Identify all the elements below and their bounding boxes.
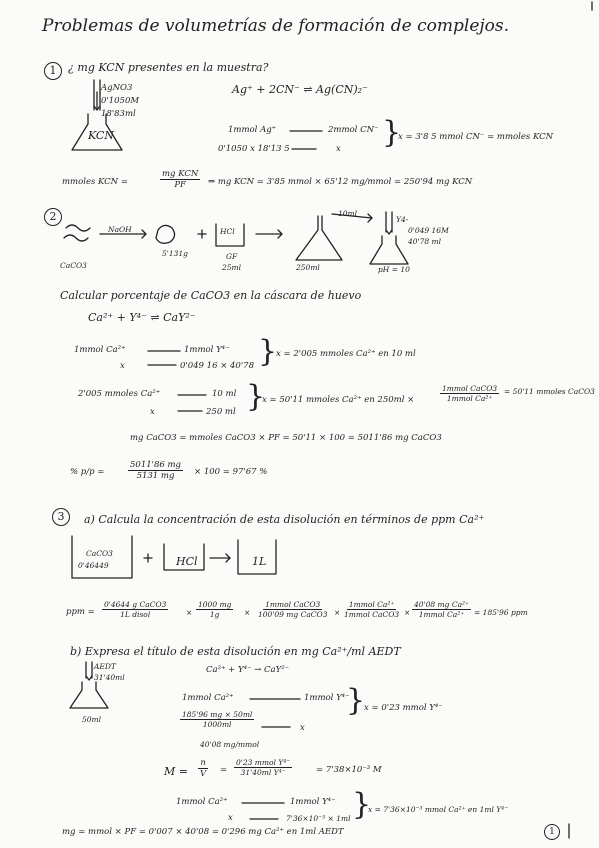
page-number: 1 xyxy=(544,824,560,840)
p2-v25: 25ml xyxy=(222,263,242,272)
p1-rule-b2: x xyxy=(336,144,341,154)
p1-rule-dashes xyxy=(288,129,328,151)
p3-f4 xyxy=(342,600,401,619)
p2-pct-rhs: × 100 = 97'67 % xyxy=(194,467,268,477)
p3-rb-a2-den: 1000ml xyxy=(202,720,232,729)
p3-f3 xyxy=(256,600,329,619)
p1-mmoles-rhs: ⇒ mg KCN = 3'85 mmol × 65'12 mg/mmol = 250'94 mg KCN xyxy=(208,177,473,187)
p2-rc2: x xyxy=(150,407,155,417)
p2-v250: 250ml xyxy=(296,263,320,272)
p3-f2-den: 1g xyxy=(209,610,220,619)
p2-rule1-brace: } xyxy=(258,334,278,369)
p3-part-b: b) Expresa el título de esta disolución en mg Ca²⁺/ml AEDT xyxy=(70,645,401,658)
p3-f2 xyxy=(196,600,233,619)
p2-conversion-fraction xyxy=(440,384,499,403)
p1-burette-volume: 18'83ml xyxy=(101,109,136,119)
problem-3-number: 3 xyxy=(52,508,70,526)
p3-times-2: × xyxy=(244,608,251,617)
p3-rb-a1: 1mmol Ca²⁺ xyxy=(182,693,234,703)
p1-burette-reagent: AgNO3 xyxy=(101,83,133,93)
p2-rd2: 250 ml xyxy=(206,407,236,417)
p2-calc-title: Calcular porcentaje de CaCO3 en la cáscara de huevo xyxy=(60,289,362,302)
p3-f1 xyxy=(102,600,168,619)
page-number-mark xyxy=(566,822,574,842)
p3-part-a: a) Calcula la concentración de esta disolución en términos de ppm Ca²⁺ xyxy=(84,513,485,526)
p2-rd1: 10 ml xyxy=(212,389,237,399)
problem-2-number: 2 xyxy=(44,208,62,226)
p2-hcl: HCl xyxy=(220,227,235,236)
p3-b-reaction: Ca²⁺ + Y⁴⁻ → CaY²⁻ xyxy=(206,665,290,675)
p3-f3-den: 100'09 mg CaCO3 xyxy=(258,610,328,619)
p1-mmoles-fraction xyxy=(160,169,200,190)
p3-f5-den: 1mmol Ca²⁺ xyxy=(418,610,465,619)
page-title: Problemas de volumetrías de formación de complejos. xyxy=(42,16,510,36)
p1-mm-num: mg KCN xyxy=(162,169,199,179)
p3-M-frac2 xyxy=(234,758,292,777)
p3-last-a1: 1mmol Ca²⁺ xyxy=(176,797,228,807)
p3-last-brace: } xyxy=(352,787,372,822)
p3-M-d2: 31'40ml Y⁴⁻ xyxy=(240,768,286,777)
p2-conv-den: 1mmol Ca²⁺ xyxy=(446,394,493,403)
p2-conv-num: 1mmol CaCO3 xyxy=(442,384,498,393)
p2-rule2-dashes xyxy=(176,393,212,413)
p3-rb-brace: } xyxy=(346,683,366,718)
p2-pct-lhs: % p/p = xyxy=(70,467,105,477)
p3-M-frac1 xyxy=(198,758,208,779)
p3-last-a2: x xyxy=(228,813,233,823)
p1-result: x = 3'8 5 mmol CN⁻ = mmoles KCN xyxy=(398,132,554,142)
p1-question: ¿ mg KCN presentes en la muestra? xyxy=(68,61,269,74)
p3-rb-result: x = 0'23 mmol Y⁴⁻ xyxy=(364,703,443,713)
p2-mass: 5'131g xyxy=(162,249,188,258)
p2-ra1: 1mmol Ca²⁺ xyxy=(74,345,126,355)
p3-final: mg = mmol × PF = 0'007 × 40'08 = 0'296 mg Ca²⁺ en 1ml AEDT xyxy=(62,827,344,837)
p3-times-1: × xyxy=(186,608,193,617)
p2-gf: GF xyxy=(226,252,238,261)
p3-last-dashes xyxy=(240,801,290,821)
problem-1-number: 1 xyxy=(44,62,62,80)
p3-M-result: = 7'38×10⁻³ M xyxy=(316,765,382,775)
p3-times-3: × xyxy=(334,608,341,617)
p2-ph: pH = 10 xyxy=(378,265,410,274)
p2-y4-vol: 40'78 ml xyxy=(408,237,442,246)
p3-last-b1: 1mmol Y⁴⁻ xyxy=(290,797,336,807)
p3-M-lhs: M = xyxy=(164,765,188,778)
p3-rb-a2-num: 185'96 mg × 50ml xyxy=(182,710,253,719)
p3-M-eq: = xyxy=(220,765,228,775)
p1-flask-label: KCN xyxy=(88,129,114,142)
p3-last-result: x = 7'36×10⁻³ mmol Ca²⁺ en 1ml Y⁴⁻ xyxy=(368,805,509,814)
p3-rb-b2: x xyxy=(300,723,305,733)
p3-rb-a2-molarmass: 40'08 mg/mmol xyxy=(200,740,260,749)
p2-y4-conc: 0'049 16M xyxy=(408,226,449,235)
p2-pct-fraction xyxy=(128,460,183,481)
p1-rule-brace: } xyxy=(382,115,402,150)
p3-box1-b: 0'46449 xyxy=(78,561,109,570)
p3-rb-b1: 1mmol Y⁴⁻ xyxy=(304,693,350,703)
p3-M-n2: 0'23 mmol Y⁴⁻ xyxy=(236,758,291,767)
p3-f3-num: 1mmol CaCO3 xyxy=(265,600,321,609)
p3-aedt-volume: 31'40ml xyxy=(94,673,125,682)
p1-mm-den: PF xyxy=(174,180,186,191)
p3-box2: HCl xyxy=(176,555,198,568)
p3-M-n1: n xyxy=(200,758,206,768)
p3-f4-num: 1mmol Ca²⁺ xyxy=(348,600,395,609)
p2-rb1: 1mmol Y⁴⁻ xyxy=(184,345,230,355)
p3-box1-a: CaCO3 xyxy=(86,549,113,558)
p3-f1-den: 1L disol xyxy=(120,610,151,619)
p2-reaction: Ca²⁺ + Y⁴⁻ ⇌ CaY²⁻ xyxy=(88,311,196,324)
p2-rc1: 2'005 mmoles Ca²⁺ xyxy=(78,389,161,399)
p2-y4: Y4- xyxy=(396,215,409,224)
p3-flask-volume: 50ml xyxy=(82,715,102,724)
p3-ppm-lhs: ppm = xyxy=(66,607,95,617)
p3-f1-num: 0'4644 g CaCO3 xyxy=(104,600,167,609)
p3-times-4: × xyxy=(404,608,411,617)
p3-f5 xyxy=(412,600,471,619)
p3-aedt-label: AEDT xyxy=(94,662,116,671)
p3-rb-dashes xyxy=(248,697,308,731)
p2-rule2-brace: } xyxy=(246,379,266,414)
p2-result1: x = 2'005 mmoles Ca²⁺ en 10 ml xyxy=(276,349,416,359)
p2-mg-caco3: mg CaCO3 = mmoles CaCO3 × PF = 50'11 × 100 = 5011'86 mg CaCO3 xyxy=(130,433,442,443)
p2-conv-result: = 50'11 mmoles CaCO3 xyxy=(504,387,595,396)
p1-rule-a2: 0'1050 x 18'13 5 xyxy=(218,144,290,154)
p2-rule1-dashes xyxy=(146,349,186,369)
p3-f4-den: 1mmol CaCO3 xyxy=(344,610,400,619)
p2-caco3-label: CaCO3 xyxy=(60,261,87,270)
p2-rb2: 0'049 16 × 40'78 xyxy=(180,361,254,371)
p3-ppm-result: = 185'96 ppm xyxy=(474,608,528,617)
p2-pipette-volume: 10ml xyxy=(338,209,358,218)
p1-reaction: Ag⁺ + 2CN⁻ ⇌ Ag(CN)₂⁻ xyxy=(232,83,368,96)
p2-pct-num: 5011'86 mg xyxy=(130,460,181,470)
p1-mmoles-lhs: mmoles KCN = xyxy=(62,177,128,187)
p3-f2-num: 1000 mg xyxy=(198,600,232,609)
p3-rb-a2-fraction xyxy=(180,710,254,729)
p3-M-d1: V xyxy=(200,769,207,780)
p2-ra2: x xyxy=(120,361,125,371)
p3-f5-num: 40'08 mg Ca²⁺ xyxy=(414,600,470,609)
p3-last-b2: 7'36×10⁻³ × 1ml xyxy=(286,814,351,823)
p1-rule-b1: 2mmol CN⁻ xyxy=(328,125,379,135)
p2-result2: x = 50'11 mmoles Ca²⁺ en 250ml × xyxy=(262,395,415,405)
p2-naoh: NaOH xyxy=(108,225,132,234)
p1-rule-a1: 1mmol Ag⁺ xyxy=(228,125,277,135)
p1-burette-concentration: 0'1050M xyxy=(101,96,140,106)
p3-box3: 1L xyxy=(252,555,267,568)
p2-pct-den: 5131 mg xyxy=(136,471,175,482)
